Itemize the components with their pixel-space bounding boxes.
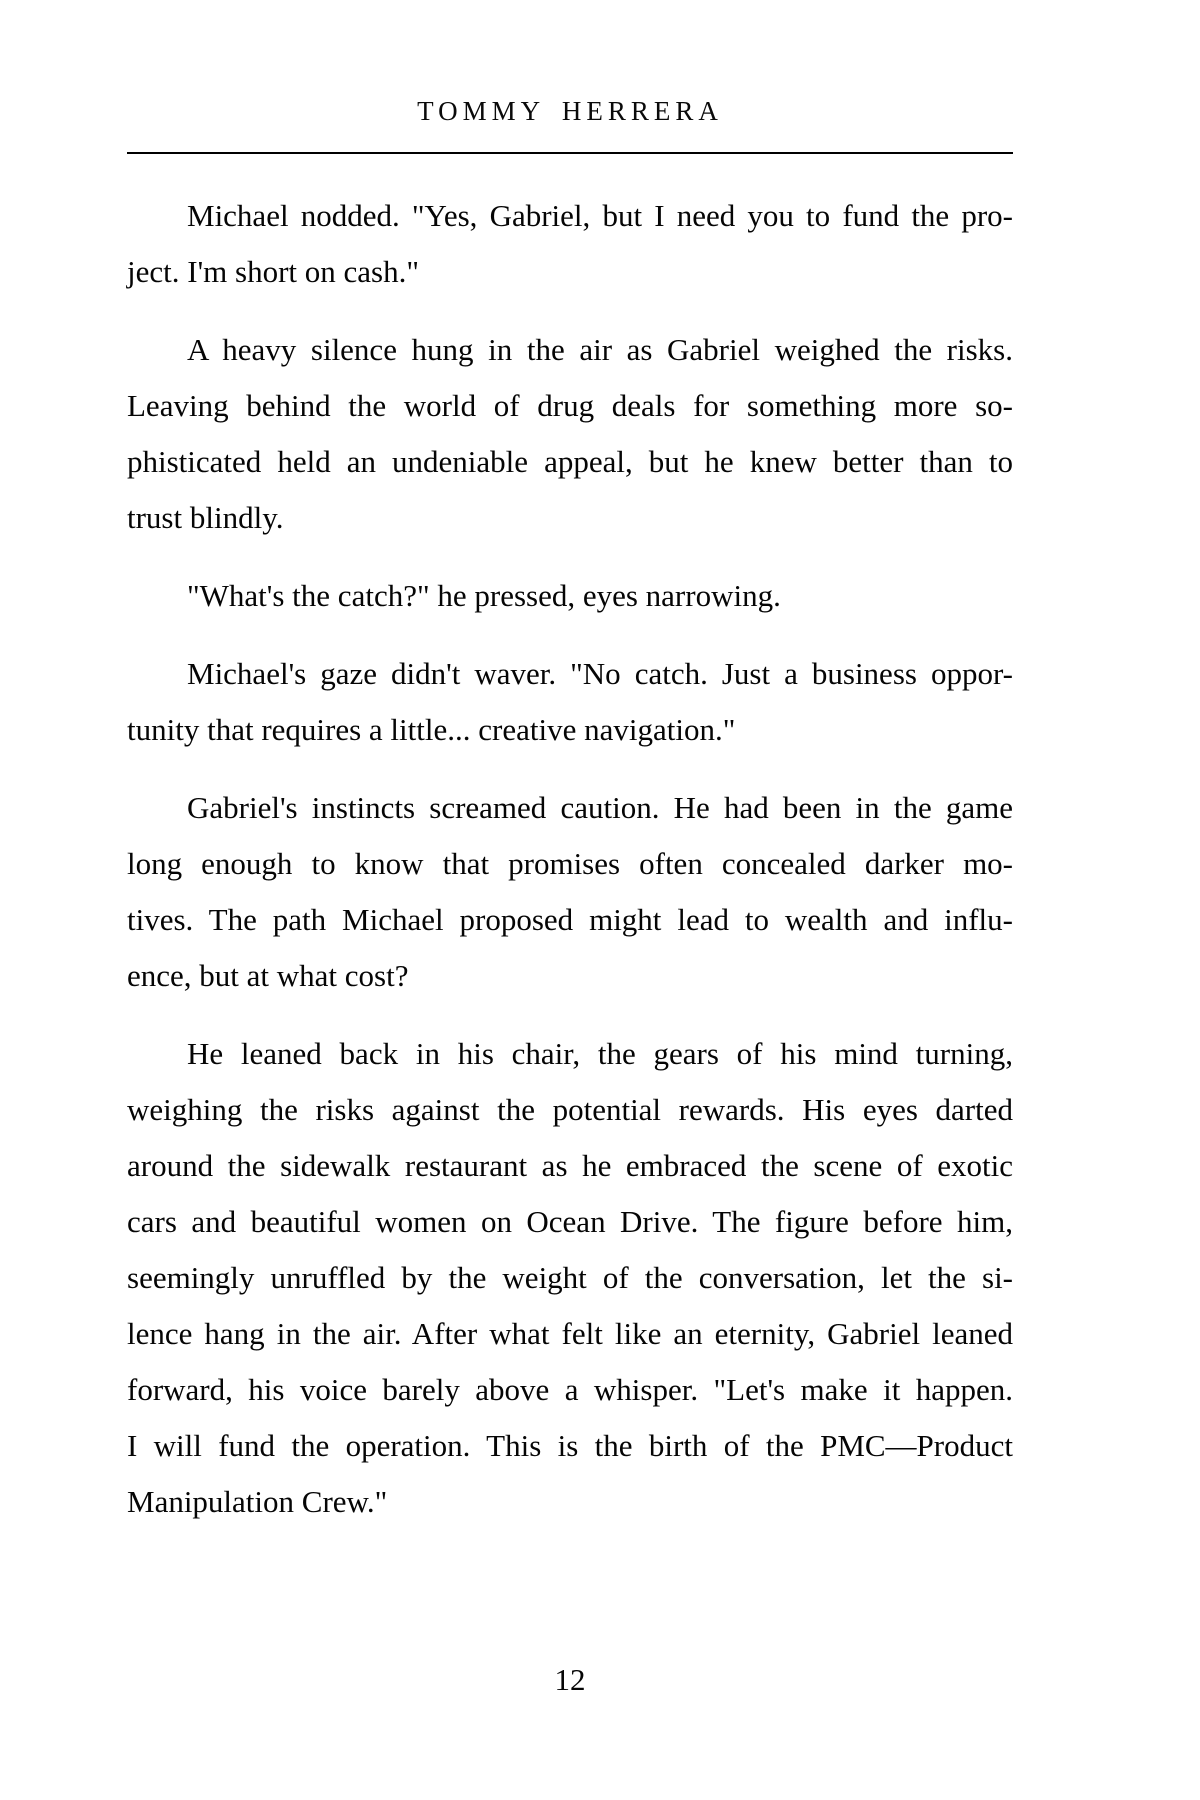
text-line: seemingly unruffled by the weight of the conversation, let the si- <box>127 1260 1013 1295</box>
paragraph <box>127 322 1013 546</box>
text-line: He leaned back in his chair, the gears of his mind turning, <box>187 1036 1013 1071</box>
paragraph <box>127 1026 1013 1530</box>
text-line: "What's the catch?" he pressed, eyes narrowing. <box>187 578 781 613</box>
text-line: A heavy silence hung in the air as Gabriel weighed the risks. <box>187 332 1013 367</box>
page-number: 12 <box>554 1662 586 1697</box>
paragraph <box>127 568 1013 624</box>
text-line: Michael nodded. "Yes, Gabriel, but I need you to fund the pro- <box>187 198 1013 233</box>
text-line: around the sidewalk restaurant as he embraced the scene of exotic <box>127 1148 1013 1183</box>
text-line: ject. I'm short on cash." <box>127 254 420 289</box>
text-line: I will fund the operation. This is the birth of the PMC—Product <box>127 1428 1013 1463</box>
text-line: ence, but at what cost? <box>127 958 409 993</box>
paragraph <box>127 188 1013 300</box>
text-line: phisticated held an undeniable appeal, but he knew better than to <box>127 444 1013 479</box>
text-line: lence hang in the air. After what felt like an eternity, Gabriel leaned <box>127 1316 1013 1351</box>
header-rule <box>127 152 1013 154</box>
text-line: trust blindly. <box>127 500 284 535</box>
text-line: Gabriel's instincts screamed caution. He had been in the game <box>187 790 1013 825</box>
running-header-title: TOMMY HERRERA <box>417 96 723 126</box>
text-line: Michael's gaze didn't waver. "No catch. Just a business oppor- <box>187 656 1013 691</box>
text-line: cars and beautiful women on Ocean Drive. The figure before him, <box>127 1204 1013 1239</box>
text-line: tunity that requires a little... creative navigation." <box>127 712 736 747</box>
text-line: tives. The path Michael proposed might lead to wealth and influ- <box>127 902 1013 937</box>
paragraph <box>127 646 1013 758</box>
text-line: Leaving behind the world of drug deals for something more so- <box>127 388 1013 423</box>
text-line: forward, his voice barely above a whisper. "Let's make it happen. <box>127 1372 1013 1407</box>
page-body-text <box>127 188 1013 1530</box>
paragraph <box>127 780 1013 1004</box>
text-line: Manipulation Crew." <box>127 1484 388 1519</box>
text-line: weighing the risks against the potential rewards. His eyes darted <box>127 1092 1013 1127</box>
text-line: long enough to know that promises often concealed darker mo- <box>127 846 1013 881</box>
